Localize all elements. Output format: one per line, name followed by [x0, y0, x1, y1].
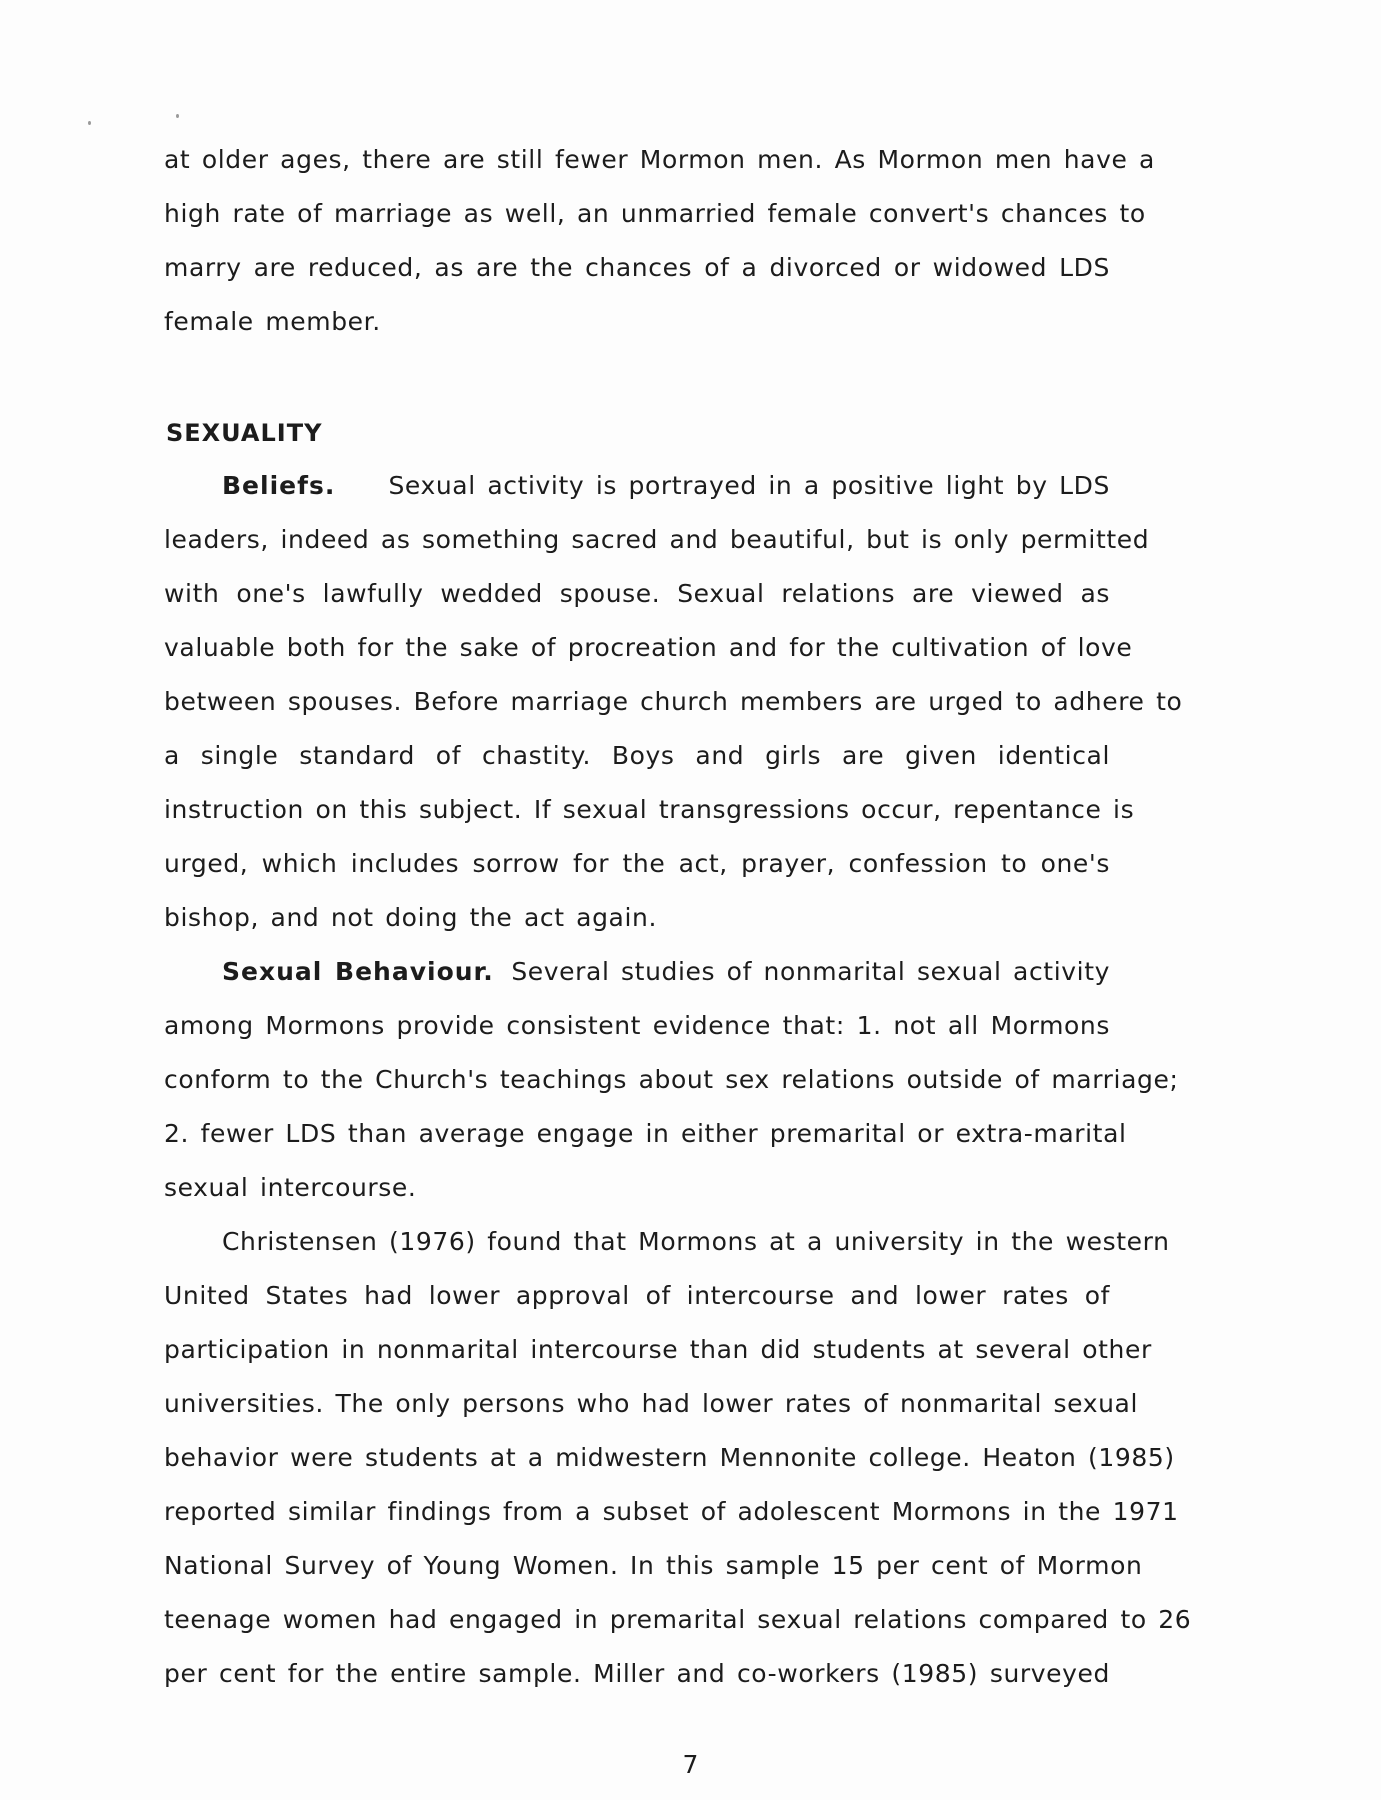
scan-speck: [176, 114, 179, 118]
text-line: United States had lower approval of intercourse and lower rates of: [164, 1281, 1110, 1310]
text-line: bishop, and not doing the act again.: [164, 903, 658, 932]
text-line: universities. The only persons who had lower rates of nonmarital sexual: [164, 1389, 1139, 1418]
sexual-behaviour-subheading: Sexual Behaviour.: [222, 957, 494, 986]
text-line: instruction on this subject. If sexual transgressions occur, repentance is: [164, 795, 1135, 824]
text-line: sexual intercourse.: [164, 1173, 417, 1202]
text-line: female member.: [164, 307, 381, 336]
text-line: [222, 957, 1110, 987]
text-line: at older ages, there are still fewer Mormon men. As Mormon men have a: [164, 145, 1155, 174]
text-line: National Survey of Young Women. In this sample 15 per cent of Mormon: [164, 1551, 1143, 1580]
text-line: valuable both for the sake of procreation and for the cultivation of love: [164, 633, 1133, 662]
text-line: marry are reduced, as are the chances of a divorced or widowed LDS: [164, 253, 1110, 282]
text-line: a single standard of chastity. Boys and girls are given identical: [164, 741, 1110, 770]
text-line: behavior were students at a midwestern Mennonite college. Heaton (1985): [164, 1443, 1175, 1472]
text-line: [222, 471, 1110, 501]
text-line: conform to the Church's teachings about sex relations outside of marriage;: [164, 1065, 1179, 1094]
page-number: 7: [682, 1750, 699, 1779]
text-line: between spouses. Before marriage church members are urged to adhere to: [164, 687, 1183, 716]
beliefs-subheading: Beliefs.: [222, 471, 336, 500]
sexual-behaviour-first-line: Several studies of nonmarital sexual activity: [511, 957, 1110, 986]
text-line: per cent for the entire sample. Miller and co-workers (1985) surveyed: [164, 1659, 1110, 1688]
text-line: 2. fewer LDS than average engage in either premarital or extra-marital: [164, 1119, 1127, 1148]
section-heading: SEXUALITY: [166, 419, 323, 447]
text-line: with one's lawfully wedded spouse. Sexual relations are viewed as: [164, 579, 1110, 608]
text-line: among Mormons provide consistent evidence that: 1. not all Mormons: [164, 1011, 1110, 1040]
text-line: urged, which includes sorrow for the act, prayer, confession to one's: [164, 849, 1110, 878]
text-line: leaders, indeed as something sacred and beautiful, but is only permitted: [164, 525, 1150, 554]
text-line: teenage women had engaged in premarital sexual relations compared to 26: [164, 1605, 1192, 1634]
scan-speck: [88, 121, 91, 125]
beliefs-first-line: Sexual activity is portrayed in a positive light by LDS: [388, 471, 1110, 500]
text-line: reported similar findings from a subset of adolescent Mormons in the 1971: [164, 1497, 1179, 1526]
text-line: high rate of marriage as well, an unmarried female convert's chances to: [164, 199, 1146, 228]
text-line: participation in nonmarital intercourse than did students at several other: [164, 1335, 1152, 1364]
text-line: Christensen (1976) found that Mormons at a university in the western: [222, 1227, 1170, 1256]
